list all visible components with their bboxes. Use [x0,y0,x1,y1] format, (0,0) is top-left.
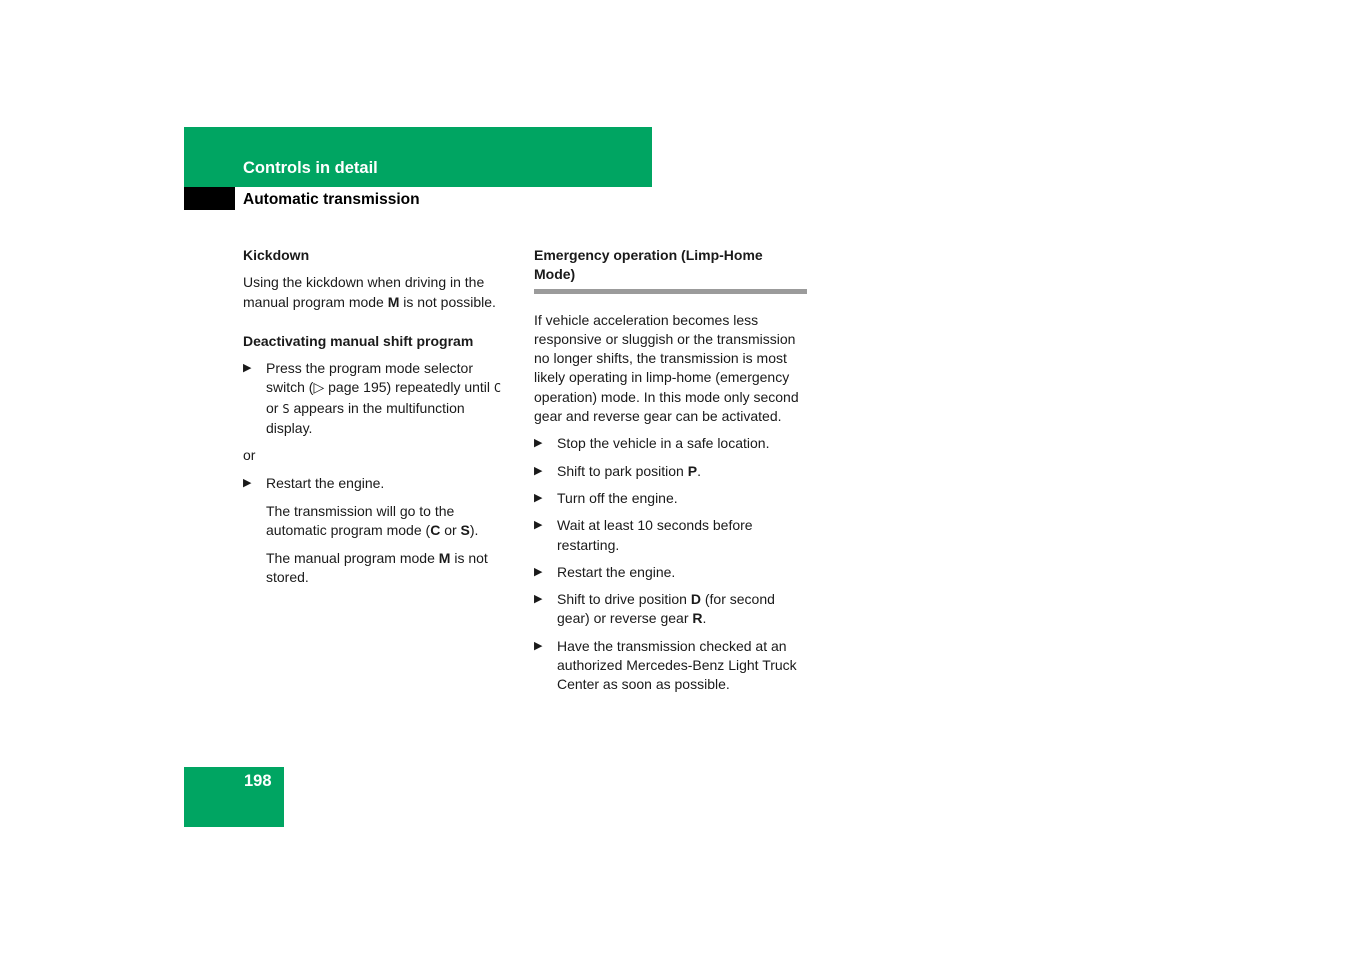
left-column [243,246,513,587]
list-item: ▶ Press the program mode selector switch (▷ page 195) repeatedly until C or S appears in the multifunction display. [243,360,502,437]
list-item: ▶ Stop the vehicle in a safe location. [534,434,809,453]
bullet-icon: ▶ [534,519,543,532]
arrow-icon: ▷ [313,379,325,396]
black-tab-marker [184,187,235,210]
bullet-icon: ▶ [243,476,252,489]
bullet-icon: ▶ [534,639,543,652]
or-label: or [243,447,256,464]
bullet-icon: ▶ [534,464,543,477]
page-number: 198 [244,772,272,790]
list-item: ▶ Restart the engine. [534,563,809,582]
list-item: ▶ Restart the engine. [243,474,513,493]
list-item: ▶ Shift to park position P. [534,462,809,481]
heading-rule [534,289,807,294]
emergency-heading: Emergency operation (Limp-Home Mode) [534,247,763,283]
bullet-icon: ▶ [534,491,543,504]
list-item: ▶ Shift to drive position D (for second gear) or reverse gear R. [534,591,775,627]
list-item: ▶ Have the transmission checked at an authorized Mercedes-Benz Light Truck Center as soon as possible. [534,637,797,693]
section-title: Controls in detail [243,159,378,177]
intro-paragraph: If vehicle acceleration becomes less responsive or sluggish or the transmission no longer shifts, the transmission is most likely operating in limp-home (emergency operation) mode. In this mode only second gear and reverse gear can be activated. [534,311,799,425]
kickdown-paragraph: Using the kickdown when driving in the manual program mode M is not possible. [243,274,496,310]
deactivate-heading: Deactivating manual shift program [243,332,474,349]
bullet-icon: ▶ [534,565,543,578]
subsection-title: Automatic transmission [243,191,420,208]
right-column [534,246,809,695]
bullet-icon: ▶ [534,593,543,606]
list-item: ▶ Turn off the engine. [534,489,809,508]
note-paragraph: The transmission will go to the automatic program mode (C or S). [266,502,479,539]
list-item: ▶ Wait at least 10 seconds before restarting. [534,517,753,553]
bullet-icon: ▶ [534,437,543,450]
bullet-icon: ▶ [243,362,252,375]
note-paragraph: The manual program mode M is not stored. [266,549,488,585]
kickdown-heading: Kickdown [243,247,310,263]
header-band [184,127,652,187]
